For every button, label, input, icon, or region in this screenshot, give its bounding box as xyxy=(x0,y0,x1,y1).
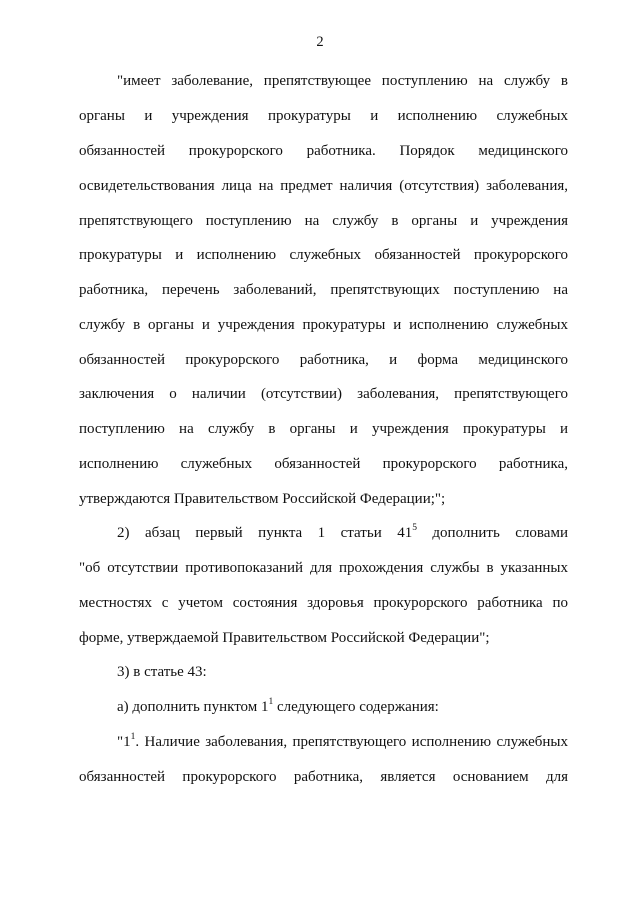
text-line: "имеет заболевание, препятствующее поступлению на службу в xyxy=(117,73,568,89)
text-line: освидетельствования лица на предмет наличия (отсутствия) заболевания, xyxy=(79,178,568,194)
text-line: препятствующего поступлению на службу в органы и учреждения xyxy=(79,213,568,229)
page-number: 2 xyxy=(316,34,324,50)
text-line: местностях с учетом состояния здоровья прокурорского работника по xyxy=(79,595,568,611)
text-line: обязанностей прокурорского работника, и форма медицинского xyxy=(79,352,568,368)
text-line: исполнению служебных обязанностей прокурорского работника, xyxy=(79,456,568,472)
text-line: поступлению на службу в органы и учреждения прокуратуры и xyxy=(79,421,568,437)
text-line: 3) в статье 43: xyxy=(117,664,207,680)
superscript: 1 xyxy=(130,732,136,742)
text-line: обязанностей прокурорского работника. Порядок медицинского xyxy=(79,143,568,159)
text-line: "$1^1$. Наличие заболевания, препятствующего исполнению служебных xyxy=(117,732,568,750)
text-line: утверждаются Правительством Российской Федерации;"; xyxy=(79,491,446,507)
text-line: службу в органы и учреждения прокуратуры и исполнению служебных xyxy=(79,317,568,333)
text-line: прокуратуры и исполнению служебных обязанностей прокурорского xyxy=(79,247,568,263)
text-line: 2) абзац первый пункта 1 статьи $41^5$ дополнить словами xyxy=(117,523,568,541)
text-line: органы и учреждения прокуратуры и исполнению служебных xyxy=(79,108,568,124)
superscript: 1 xyxy=(268,697,274,707)
text-line: а) дополнить пунктом $1^1$ следующего содержания: xyxy=(117,697,439,715)
text-line: "об отсутствии противопоказаний для прохождения службы в указанных xyxy=(79,560,568,576)
text-line: заключения о наличии (отсутствии) заболевания, препятствующего xyxy=(79,386,568,402)
text-line: форме, утверждаемой Правительством Российской Федерации"; xyxy=(79,630,490,646)
text-line: обязанностей прокурорского работника, является основанием для xyxy=(79,769,568,785)
text-line: работника, перечень заболеваний, препятствующих поступлению на xyxy=(79,282,568,298)
superscript: 5 xyxy=(412,523,417,533)
